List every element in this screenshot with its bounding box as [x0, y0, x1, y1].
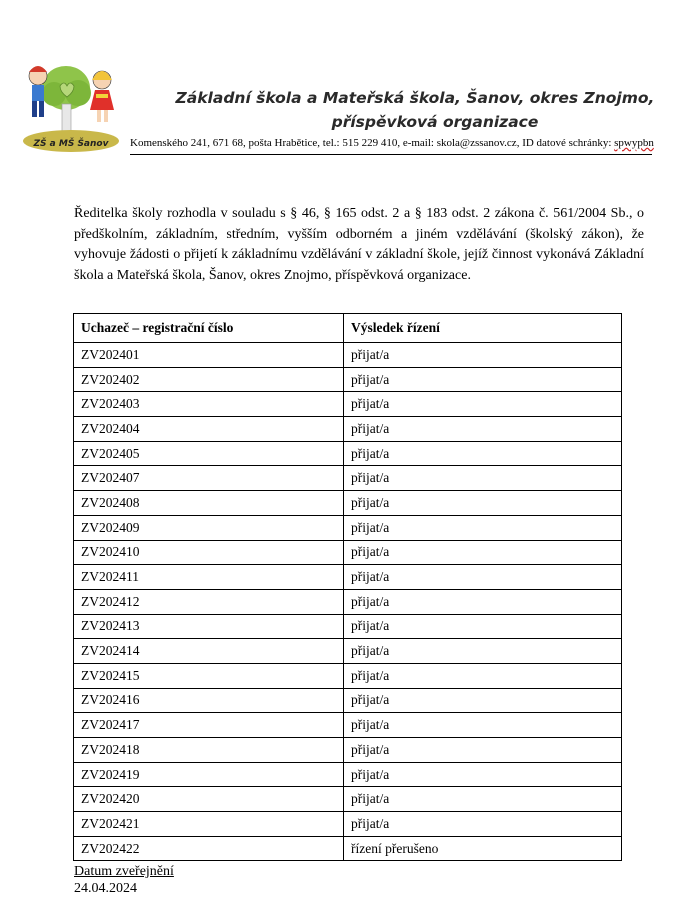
- table-header-row: [74, 314, 622, 343]
- applicant-id: ZV202416: [74, 688, 344, 713]
- applicant-id: ZV202422: [74, 836, 344, 861]
- column-header-result: Výsledek řízení: [344, 314, 622, 343]
- result: přijat/a: [344, 367, 622, 392]
- result: přijat/a: [344, 466, 622, 491]
- result: přijat/a: [344, 762, 622, 787]
- school-name-line1: Základní škola a Mateřská škola, Šanov, okres Znojmo,: [175, 89, 655, 107]
- table-row: [74, 713, 622, 738]
- intro-paragraph: Ředitelka školy rozhodla v souladu s § 46, § 165 odst. 2 a § 183 odst. 2 zákona č. 561/2004 Sb., o předškolním, základním, středním, vyšším odborném a jiném vzdělávání (školský zákon), že vyhovuje žádosti o přijetí k základnímu vzdělávání v základní škole, jejíž činnost vykonává Základní škola a Mateřská škola, Šanov, okres Znojmo, příspěvková organizace.: [74, 206, 644, 283]
- applicant-id: ZV202407: [74, 466, 344, 491]
- applicant-id: ZV202401: [74, 343, 344, 368]
- table-row: [74, 540, 622, 565]
- table-row: [74, 441, 622, 466]
- applicant-id: ZV202421: [74, 812, 344, 837]
- school-name-line2: příspěvková organizace: [331, 113, 539, 131]
- table-row: [74, 639, 622, 664]
- data-box-id: spwypbn: [614, 137, 654, 149]
- table-row: [74, 663, 622, 688]
- result: přijat/a: [344, 639, 622, 664]
- table-row: [74, 392, 622, 417]
- table-row: [74, 466, 622, 491]
- result: přijat/a: [344, 738, 622, 763]
- table-row: [74, 836, 622, 861]
- column-header-applicant: Uchazeč – registrační číslo: [74, 314, 344, 343]
- table-row: [74, 515, 622, 540]
- result: přijat/a: [344, 441, 622, 466]
- result: přijat/a: [344, 540, 622, 565]
- result: přijat/a: [344, 565, 622, 590]
- applicant-id: ZV202417: [74, 713, 344, 738]
- table-row: [74, 614, 622, 639]
- results-table: [73, 313, 622, 861]
- applicant-id: ZV202409: [74, 515, 344, 540]
- table-row: [74, 491, 622, 516]
- result: přijat/a: [344, 663, 622, 688]
- applicant-id: ZV202408: [74, 491, 344, 516]
- applicant-id: ZV202414: [74, 639, 344, 664]
- applicant-id: ZV202413: [74, 614, 344, 639]
- logo-text: ZŠ a MŠ Šanov: [33, 139, 109, 149]
- applicant-id: ZV202420: [74, 787, 344, 812]
- applicant-id: ZV202405: [74, 441, 344, 466]
- address-text: Komenského 241, 671 68, pošta Hrabětice, tel.: 515 229 410, e-mail: skola@zssanov.cz, ID datové schránky:: [130, 137, 615, 149]
- applicant-id: ZV202402: [74, 367, 344, 392]
- table-row: [74, 738, 622, 763]
- result: přijat/a: [344, 812, 622, 837]
- applicant-id: ZV202415: [74, 663, 344, 688]
- result: přijat/a: [344, 491, 622, 516]
- table-row: [74, 762, 622, 787]
- result: přijat/a: [344, 589, 622, 614]
- school-name: [150, 86, 680, 134]
- table-row: [74, 417, 622, 442]
- applicant-id: ZV202411: [74, 565, 344, 590]
- result: přijat/a: [344, 417, 622, 442]
- result: přijat/a: [344, 392, 622, 417]
- school-logo: [16, 46, 126, 156]
- applicant-id: ZV202419: [74, 762, 344, 787]
- school-address: [130, 137, 654, 149]
- result: přijat/a: [344, 343, 622, 368]
- publication-date-label: Datum zveřejnění: [74, 864, 174, 879]
- table-row: [74, 367, 622, 392]
- table-row: [74, 688, 622, 713]
- result: přijat/a: [344, 614, 622, 639]
- table-row: [74, 565, 622, 590]
- result: řízení přerušeno: [344, 836, 622, 861]
- table-row: [74, 812, 622, 837]
- table-row: [74, 787, 622, 812]
- header-divider: [130, 154, 652, 155]
- publication-date: 24.04.2024: [74, 881, 137, 896]
- applicant-id: ZV202418: [74, 738, 344, 763]
- result: přijat/a: [344, 688, 622, 713]
- result: přijat/a: [344, 787, 622, 812]
- applicant-id: ZV202410: [74, 540, 344, 565]
- applicant-id: ZV202412: [74, 589, 344, 614]
- result: přijat/a: [344, 713, 622, 738]
- applicant-id: ZV202404: [74, 417, 344, 442]
- result: přijat/a: [344, 515, 622, 540]
- applicant-id: ZV202403: [74, 392, 344, 417]
- table-row: [74, 589, 622, 614]
- table-row: [74, 343, 622, 368]
